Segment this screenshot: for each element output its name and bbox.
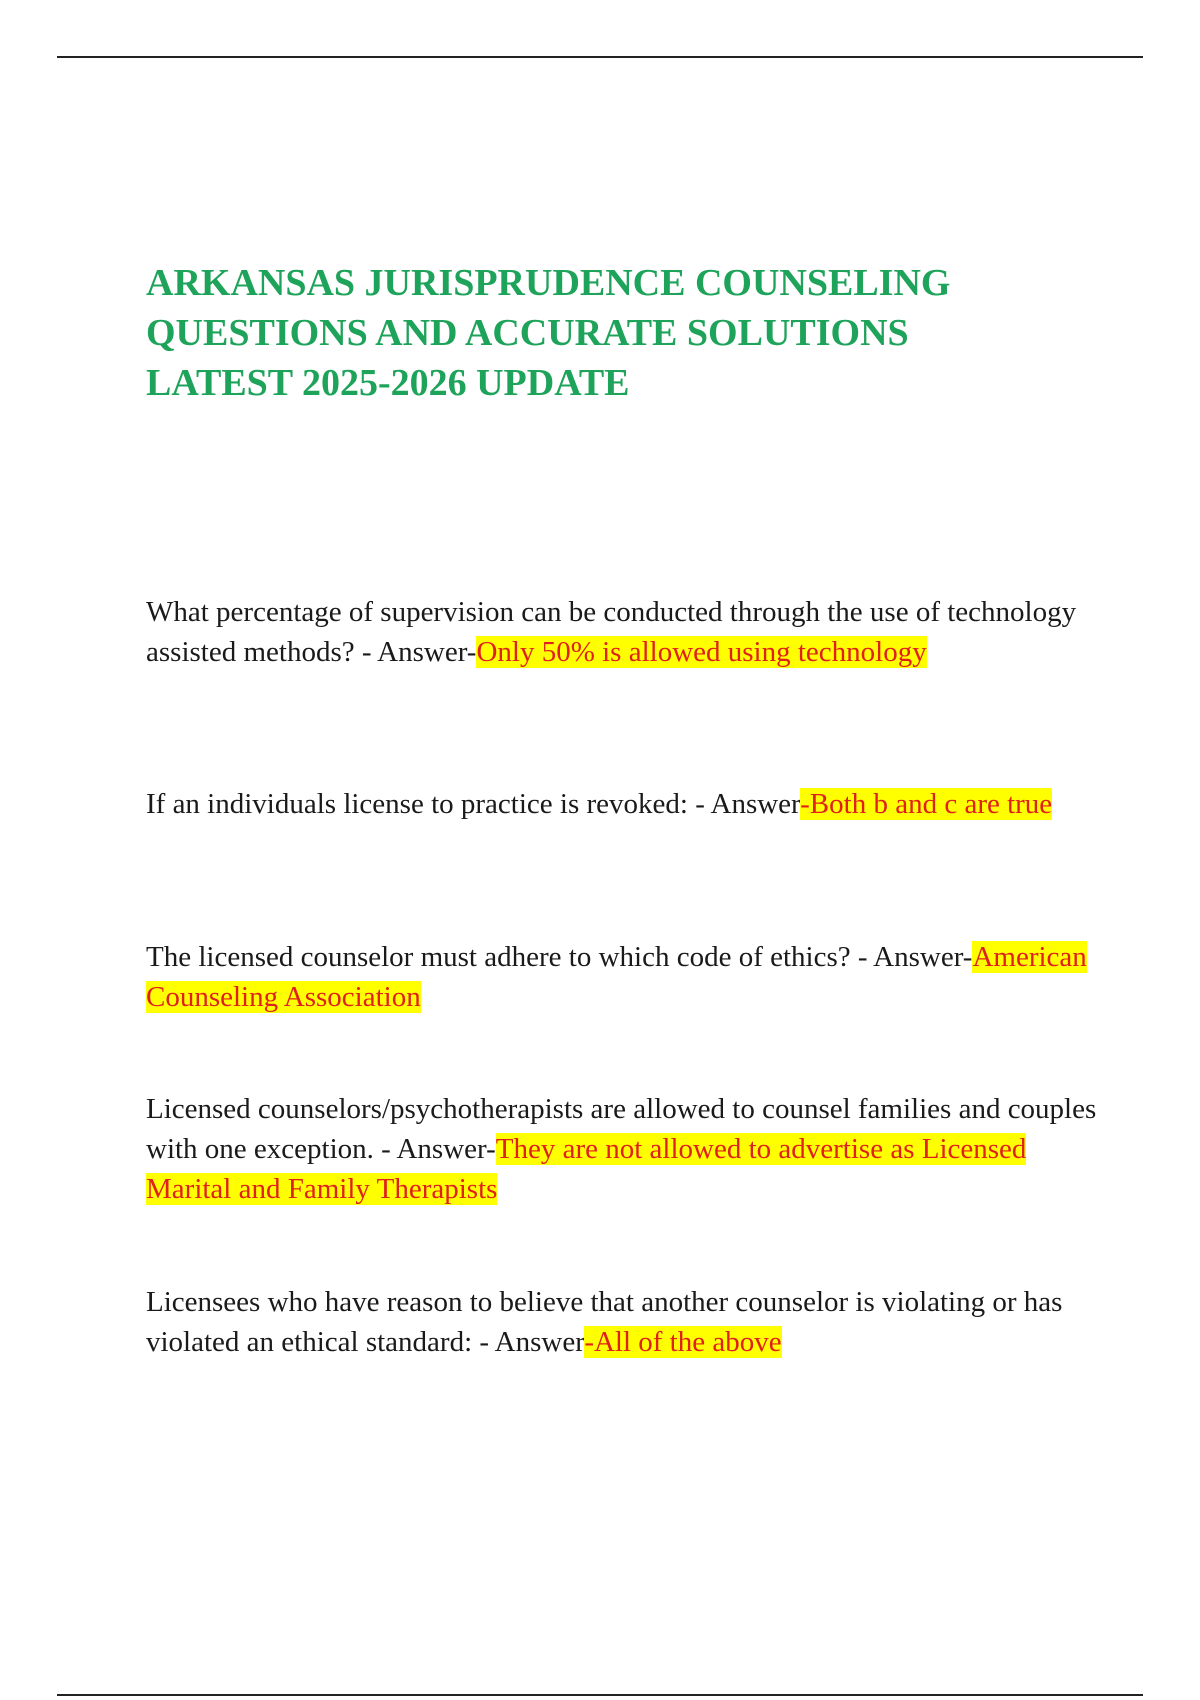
- question-text: What percentage of supervision can be conducted through the use of technology assisted methods? - Answer-: [146, 596, 1077, 668]
- title-line-3: LATEST 2025-2026 UPDATE: [146, 362, 630, 404]
- title-line-2: QUESTIONS AND ACCURATE SOLUTIONS: [146, 312, 909, 354]
- question-text: If an individuals license to practice is revoked: - Answer: [146, 788, 801, 820]
- question-text: Licensed counselors/psychotherapists are allowed to counsel families and couples with one exception. - Answer-: [146, 1093, 1097, 1165]
- answer-text: -All of the above: [584, 1326, 782, 1358]
- answer-text: American Counseling Association: [146, 941, 1087, 1013]
- question-text: Licensees who have reason to believe that another counselor is violating or has violated an ethical standard: - Answer: [146, 1286, 1063, 1358]
- qa-item-3: [146, 937, 1106, 1017]
- question-text: The licensed counselor must adhere to which code of ethics? - Answer-: [146, 941, 973, 973]
- qa-item-5: [146, 1282, 1106, 1362]
- answer-text: Only 50% is allowed using technology: [476, 636, 927, 668]
- qa-item-1: [146, 592, 1106, 672]
- qa-item-2: [146, 784, 1106, 824]
- title-line-1: ARKANSAS JURISPRUDENCE COUNSELING: [146, 262, 951, 304]
- footer-rule: [57, 1694, 1143, 1696]
- answer-text: -Both b and c are true: [800, 788, 1053, 820]
- document-title: [146, 258, 1106, 408]
- qa-item-4: [146, 1089, 1106, 1209]
- header-rule: [57, 56, 1143, 58]
- answer-text: They are not allowed to advertise as Licensed Marital and Family Therapists: [146, 1133, 1027, 1205]
